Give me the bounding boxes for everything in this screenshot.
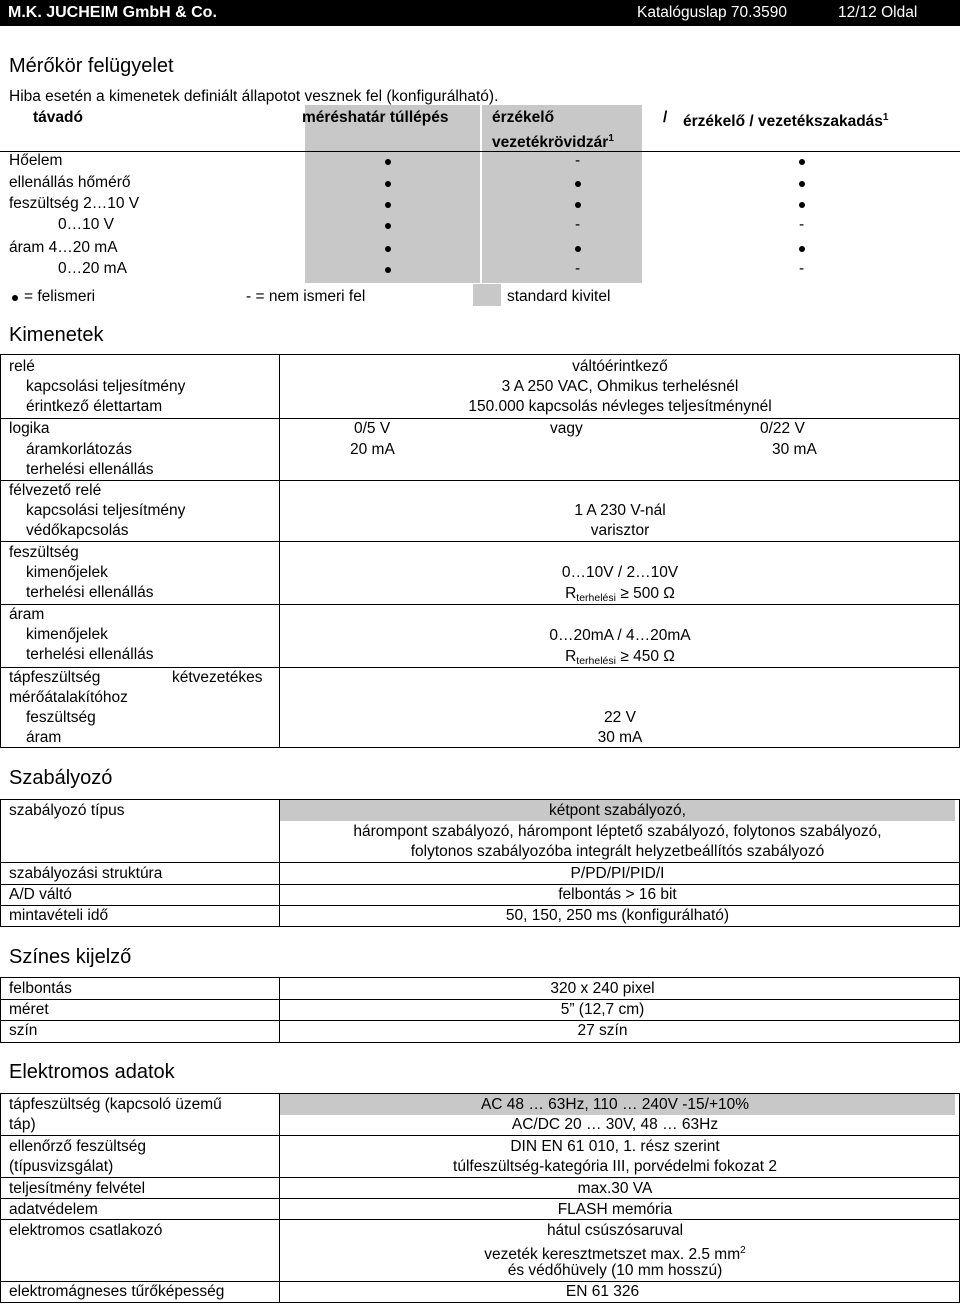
row-line	[0, 541, 960, 542]
catalog-number: Katalóguslap 70.3590	[637, 4, 787, 21]
row-line	[0, 862, 960, 863]
recognized-dot-icon	[575, 246, 581, 252]
label-resolution: felbontás	[9, 980, 72, 997]
label-ssr-power: kapcsolási teljesítmény	[26, 502, 186, 519]
recognized-dot-icon	[575, 202, 581, 208]
table-row-label: ellenállás hőmérő	[9, 174, 131, 191]
legend-dot-icon	[12, 295, 18, 301]
section-title-kimenetek: Kimenetek	[9, 324, 104, 346]
recognized-dot-icon	[385, 267, 391, 273]
label-switching-power: kapcsolási teljesítmény	[26, 378, 186, 395]
label-output-signals-i: kimenőjelek	[26, 626, 108, 643]
table-row-label: áram 4…20 mA	[9, 239, 118, 256]
label-load-resistance-v: terhelési ellenállás	[26, 584, 154, 601]
label-load-resistance-i: terhelési ellenállás	[26, 646, 154, 663]
not-recognized-dash: -	[799, 260, 805, 277]
value-controller-type-2: hárompont szabályozó, hárompont léptető szabályozó, folytonos szabályozó,	[353, 823, 882, 840]
value-controller-type-1: kétpont szabályozó,	[548, 802, 686, 819]
value-current-a: 20 mA	[350, 441, 395, 458]
table-row-label: 0…20 mA	[58, 260, 127, 277]
value-output-signals-v: 0…10V / 2…10V	[561, 564, 679, 581]
legend-dash-text: - = nem ismeri fel	[246, 288, 366, 305]
value-data-backup: FLASH memória	[557, 1201, 673, 1218]
value-controller-type-3: folytonos szabályozóba integrált helyzetbeállítós szabályozó	[410, 843, 825, 860]
value-output-signals-i: 0…20mA / 4…20mA	[549, 627, 691, 644]
value-supply-acdc: AC/DC 20 … 30V, 48 … 63Hz	[511, 1116, 719, 1133]
not-recognized-dash: -	[575, 260, 581, 277]
value-test-voltage-2: túlfeszültség-kategória III, porvédelmi fokozat 2	[453, 1158, 777, 1175]
label-test-voltage-2: (típusvizsgálat)	[9, 1158, 114, 1175]
value-test-voltage-1: DIN EN 61 010, 1. rész szerint	[510, 1138, 720, 1155]
recognized-dot-icon	[385, 159, 391, 165]
value-current-b: 30 mA	[772, 441, 817, 458]
value-protection: varisztor	[590, 522, 650, 539]
label-current-limit: áramkorlátozás	[26, 441, 132, 458]
row-line	[0, 418, 960, 419]
label-connection: elektromos csatlakozó	[9, 1222, 163, 1239]
row-line	[0, 1177, 960, 1178]
legend-gray-swatch	[473, 284, 501, 306]
col-header-shortcircuit-2: vezetékrövidzár$^1$	[492, 133, 614, 151]
value-connection-1: hátul csúszósaruval	[546, 1222, 684, 1239]
recognized-dot-icon	[385, 181, 391, 187]
label-controller-type: szabályozó típus	[9, 802, 125, 819]
value-power-consumption: max.30 VA	[577, 1180, 653, 1197]
label-power-consumption: teljesítmény felvétel	[9, 1180, 146, 1197]
label-two-wire: kétvezetékes	[172, 669, 263, 686]
value-controller-structure: P/PD/PI/PID/I	[570, 865, 665, 882]
label-supply-voltage-2: táp)	[9, 1116, 36, 1133]
value-load-resistance-i: $R_{terhelési} \ge 450$ Ω	[565, 648, 675, 667]
value-resolution: 320 x 240 pixel	[550, 980, 655, 997]
label-controller-structure: szabályozási struktúra	[9, 865, 163, 882]
recognized-dot-icon	[385, 246, 391, 252]
value-logic-or: vagy	[550, 420, 583, 437]
value-size: 5” (12,7 cm)	[560, 1001, 645, 1018]
table-row-label: 0…10 V	[58, 216, 115, 233]
recognized-dot-icon	[799, 159, 805, 165]
page-number: 12/12 Oldal	[838, 4, 918, 21]
recognized-dot-icon	[799, 181, 805, 187]
section-title-szabalyozo: Szabályozó	[9, 767, 113, 789]
legend-dot-text: = felismeri	[24, 288, 96, 305]
label-data-backup: adatvédelem	[9, 1201, 98, 1218]
label-contact-life: érintkező élettartam	[26, 398, 163, 415]
label-size: méret	[9, 1001, 49, 1018]
label-emc: elektromágneses tűrőképesség	[9, 1283, 225, 1300]
value-connection-2: vezeték keresztmetszet max. 2.5 $mm^2$	[484, 1245, 746, 1263]
label-supply: tápfeszültség	[9, 669, 101, 686]
label-test-voltage-1: ellenőrző feszültség	[9, 1138, 146, 1155]
label-current: áram	[9, 606, 45, 623]
value-supply-current: 30 mA	[597, 729, 643, 746]
value-ssr-power: 1 A 230 V-nál	[574, 502, 666, 519]
intro-text: Hiba esetén a kimenetek definiált állapotot vesznek fel (konfigurálható).	[9, 88, 499, 105]
label-supply-voltage-1: tápfeszültség (kapcsoló üzemű	[9, 1096, 222, 1113]
label-protection: védőkapcsolás	[26, 522, 129, 539]
col-header-break: érzékelő / vezetékszakadás$^1$	[683, 112, 889, 130]
value-load-resistance-v: $R_{terhelési} \ge 500$ Ω	[565, 585, 675, 604]
col-header-slash: /	[663, 109, 668, 126]
recognized-dot-icon	[799, 202, 805, 208]
recognized-dot-icon	[575, 181, 581, 187]
value-ad-converter: felbontás > 16 bit	[558, 886, 677, 903]
not-recognized-dash: -	[575, 216, 581, 233]
recognized-dot-icon	[385, 223, 391, 229]
value-supply-voltage: 22 V	[604, 709, 636, 726]
value-emc: EN 61 326	[565, 1283, 640, 1300]
company-name: M.K. JUCHEIM GmbH & Co.	[8, 4, 217, 21]
label-rele: relé	[9, 358, 35, 375]
table-row-label: Hőelem	[9, 152, 63, 169]
label-ad-converter: A/D váltó	[9, 886, 72, 903]
label-supply-current: áram	[26, 729, 62, 746]
section-title-meroor: Mérőkör felügyelet	[9, 55, 174, 77]
value-contact-life: 150.000 kapcsolás névleges teljesítménynél	[468, 398, 772, 415]
not-recognized-dash: -	[799, 216, 805, 233]
section-title-kijelzo: Színes kijelző	[9, 946, 132, 968]
col-header-tavado: távadó	[33, 109, 83, 126]
row-line	[0, 1135, 960, 1136]
label-transmitter: mérőátalakítóhoz	[9, 689, 128, 706]
label-load-resistance: terhelési ellenállás	[26, 461, 154, 478]
table-divider	[0, 151, 960, 152]
row-line	[0, 480, 960, 481]
value-color: 27 szín	[577, 1022, 628, 1039]
value-logic-b: 0/22 V	[760, 420, 805, 437]
recognized-dot-icon	[385, 202, 391, 208]
legend-standard-text: standard kivitel	[507, 288, 611, 305]
label-supply-voltage: feszültség	[26, 709, 96, 726]
label-ssr: félvezető relé	[9, 482, 102, 499]
value-sampling-time: 50, 150, 250 ms (konfigurálható)	[505, 907, 730, 924]
label-output-signals-v: kimenőjelek	[26, 564, 108, 581]
label-sampling-time: mintavételi idő	[9, 907, 109, 924]
value-connection-3: és védőhüvely (10 mm hosszú)	[507, 1262, 723, 1279]
col-header-overrange: méréshatár túllépés	[302, 109, 449, 126]
recognized-dot-icon	[799, 246, 805, 252]
label-color: szín	[9, 1022, 38, 1039]
value-supply-ac: AC 48 … 63Hz, 110 … 240V -15/+10%	[480, 1096, 750, 1113]
page-header	[0, 0, 960, 26]
label-voltage: feszültség	[9, 544, 79, 561]
section-title-elektromos: Elektromos adatok	[9, 1061, 175, 1083]
standard-shade-col2	[305, 105, 480, 283]
col-header-shortcircuit: érzékelő	[492, 109, 555, 126]
value-logic-a: 0/5 V	[354, 420, 391, 437]
label-logic: logika	[9, 420, 50, 437]
not-recognized-dash: -	[575, 152, 581, 169]
value-switching-power: 3 A 250 VAC, Ohmikus terhelésnél	[501, 378, 739, 395]
value-changeover: váltóérintkező	[572, 358, 668, 375]
table-row-label: feszültség 2…10 V	[9, 195, 140, 212]
